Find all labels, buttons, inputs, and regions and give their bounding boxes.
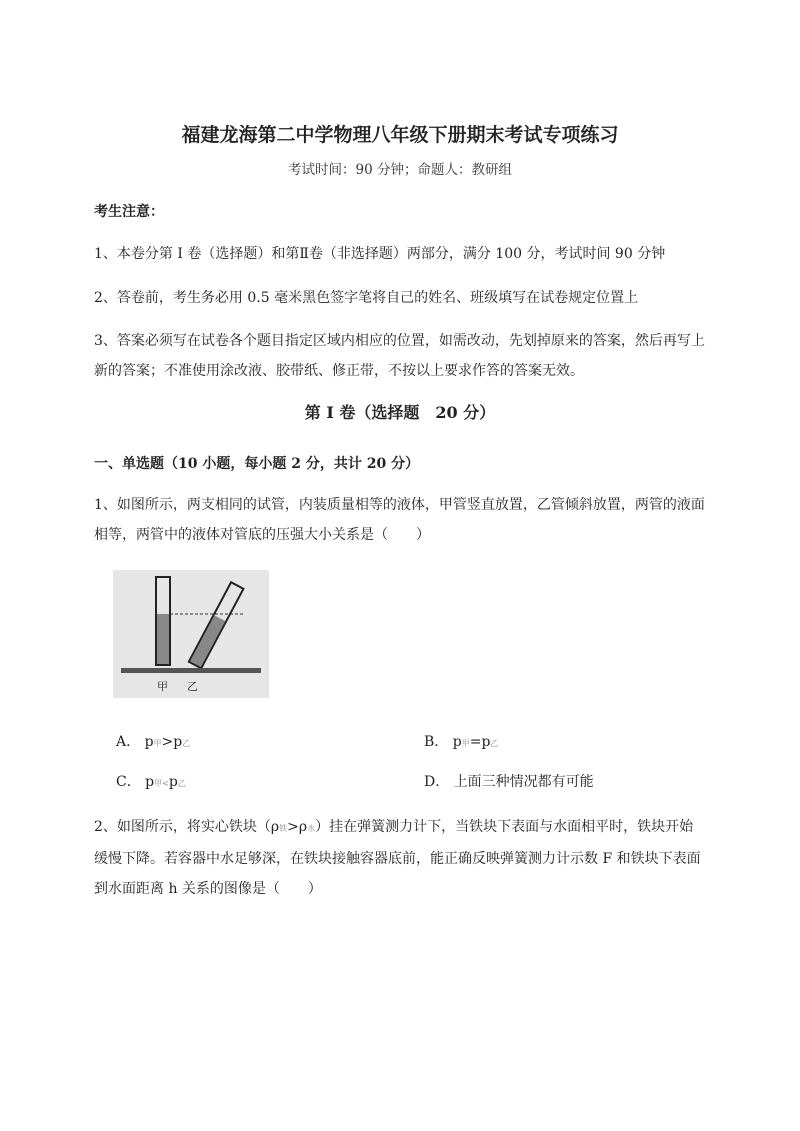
option-label: A．: [116, 734, 141, 750]
option-d[interactable]: [424, 771, 594, 791]
p-symbol: p: [481, 734, 491, 750]
option-b[interactable]: [424, 731, 498, 751]
notice-heading: 考生注意：: [94, 204, 164, 220]
option-label: B．: [424, 734, 449, 750]
operator: <: [162, 779, 169, 788]
subscript: 乙: [182, 739, 191, 748]
subscript: 甲: [461, 739, 470, 748]
part-heading: 一、单选题（10 小题，每小题 2 分，共计 20 分）: [94, 456, 420, 472]
operator: >: [161, 734, 174, 750]
subscript: 水: [307, 824, 316, 833]
q2-text: 2、如图所示，将实心铁块（ρ: [94, 819, 280, 835]
option-label: C．: [116, 774, 141, 790]
q2-text: >ρ: [287, 819, 308, 835]
operator: =: [469, 734, 482, 750]
question-2-text: [94, 812, 706, 904]
page-title: 福建龙海第二中学物理八年级下册期末考试专项练习: [181, 124, 619, 146]
option-text: 上面三种情况都有可能: [453, 774, 594, 790]
p-symbol: p: [168, 774, 178, 790]
question-1-text: 1、如图所示，两支相同的试管，内装质量相等的液体，甲管竖直放置，乙管倾斜放置，两管的液面相等，两管中的液体对管底的压强大小关系是（ ）: [94, 497, 705, 543]
subtitle: 考试时间：90 分钟；命题人：教研组: [288, 162, 512, 178]
subscript: 乙: [177, 779, 186, 788]
label-jia: 甲: [157, 680, 168, 693]
p-symbol: p: [145, 774, 155, 790]
subscript: 甲: [153, 739, 162, 748]
p-symbol: p: [173, 734, 183, 750]
p-symbol: p: [452, 734, 462, 750]
label-yi: 乙: [187, 680, 198, 693]
option-a[interactable]: [116, 731, 190, 751]
subscript: 铁: [279, 824, 288, 833]
notice-1: 1、本卷分第 I 卷（选择题）和第Ⅱ卷（非选择题）两部分，满分 100 分，考试时间 90 分钟: [94, 246, 666, 262]
test-tube-figure: [113, 570, 269, 698]
option-c[interactable]: [116, 771, 186, 791]
notice-3: 3、答案必须写在试卷各个题目指定区域内相应的位置，如需改动，先划掉原来的答案，然后再写上新的答案；不准使用涂改液、胶带纸、修正带，不按以上要求作答的答案无效。: [94, 333, 705, 379]
p-symbol: p: [144, 734, 154, 750]
subscript: 甲: [154, 779, 163, 788]
option-label: D．: [424, 774, 450, 790]
section-title: 第 I 卷（选择题 20 分）: [304, 403, 496, 422]
q2-text: ）挂在弹簧测力计下，当铁块下表面与水面相平时，铁块开始缓慢下降。若容器中水足够深，在铁块接触容器底前，能正确反映弹簧测力计示数 F 和铁块下表面到水面距离 h 关系的图像是（ ）: [94, 819, 701, 897]
subscript: 乙: [490, 739, 499, 748]
notice-2: 2、答卷前，考生务必用 0.5 毫米黑色签字笔将自己的姓名、班级填写在试卷规定位置上: [94, 290, 639, 306]
